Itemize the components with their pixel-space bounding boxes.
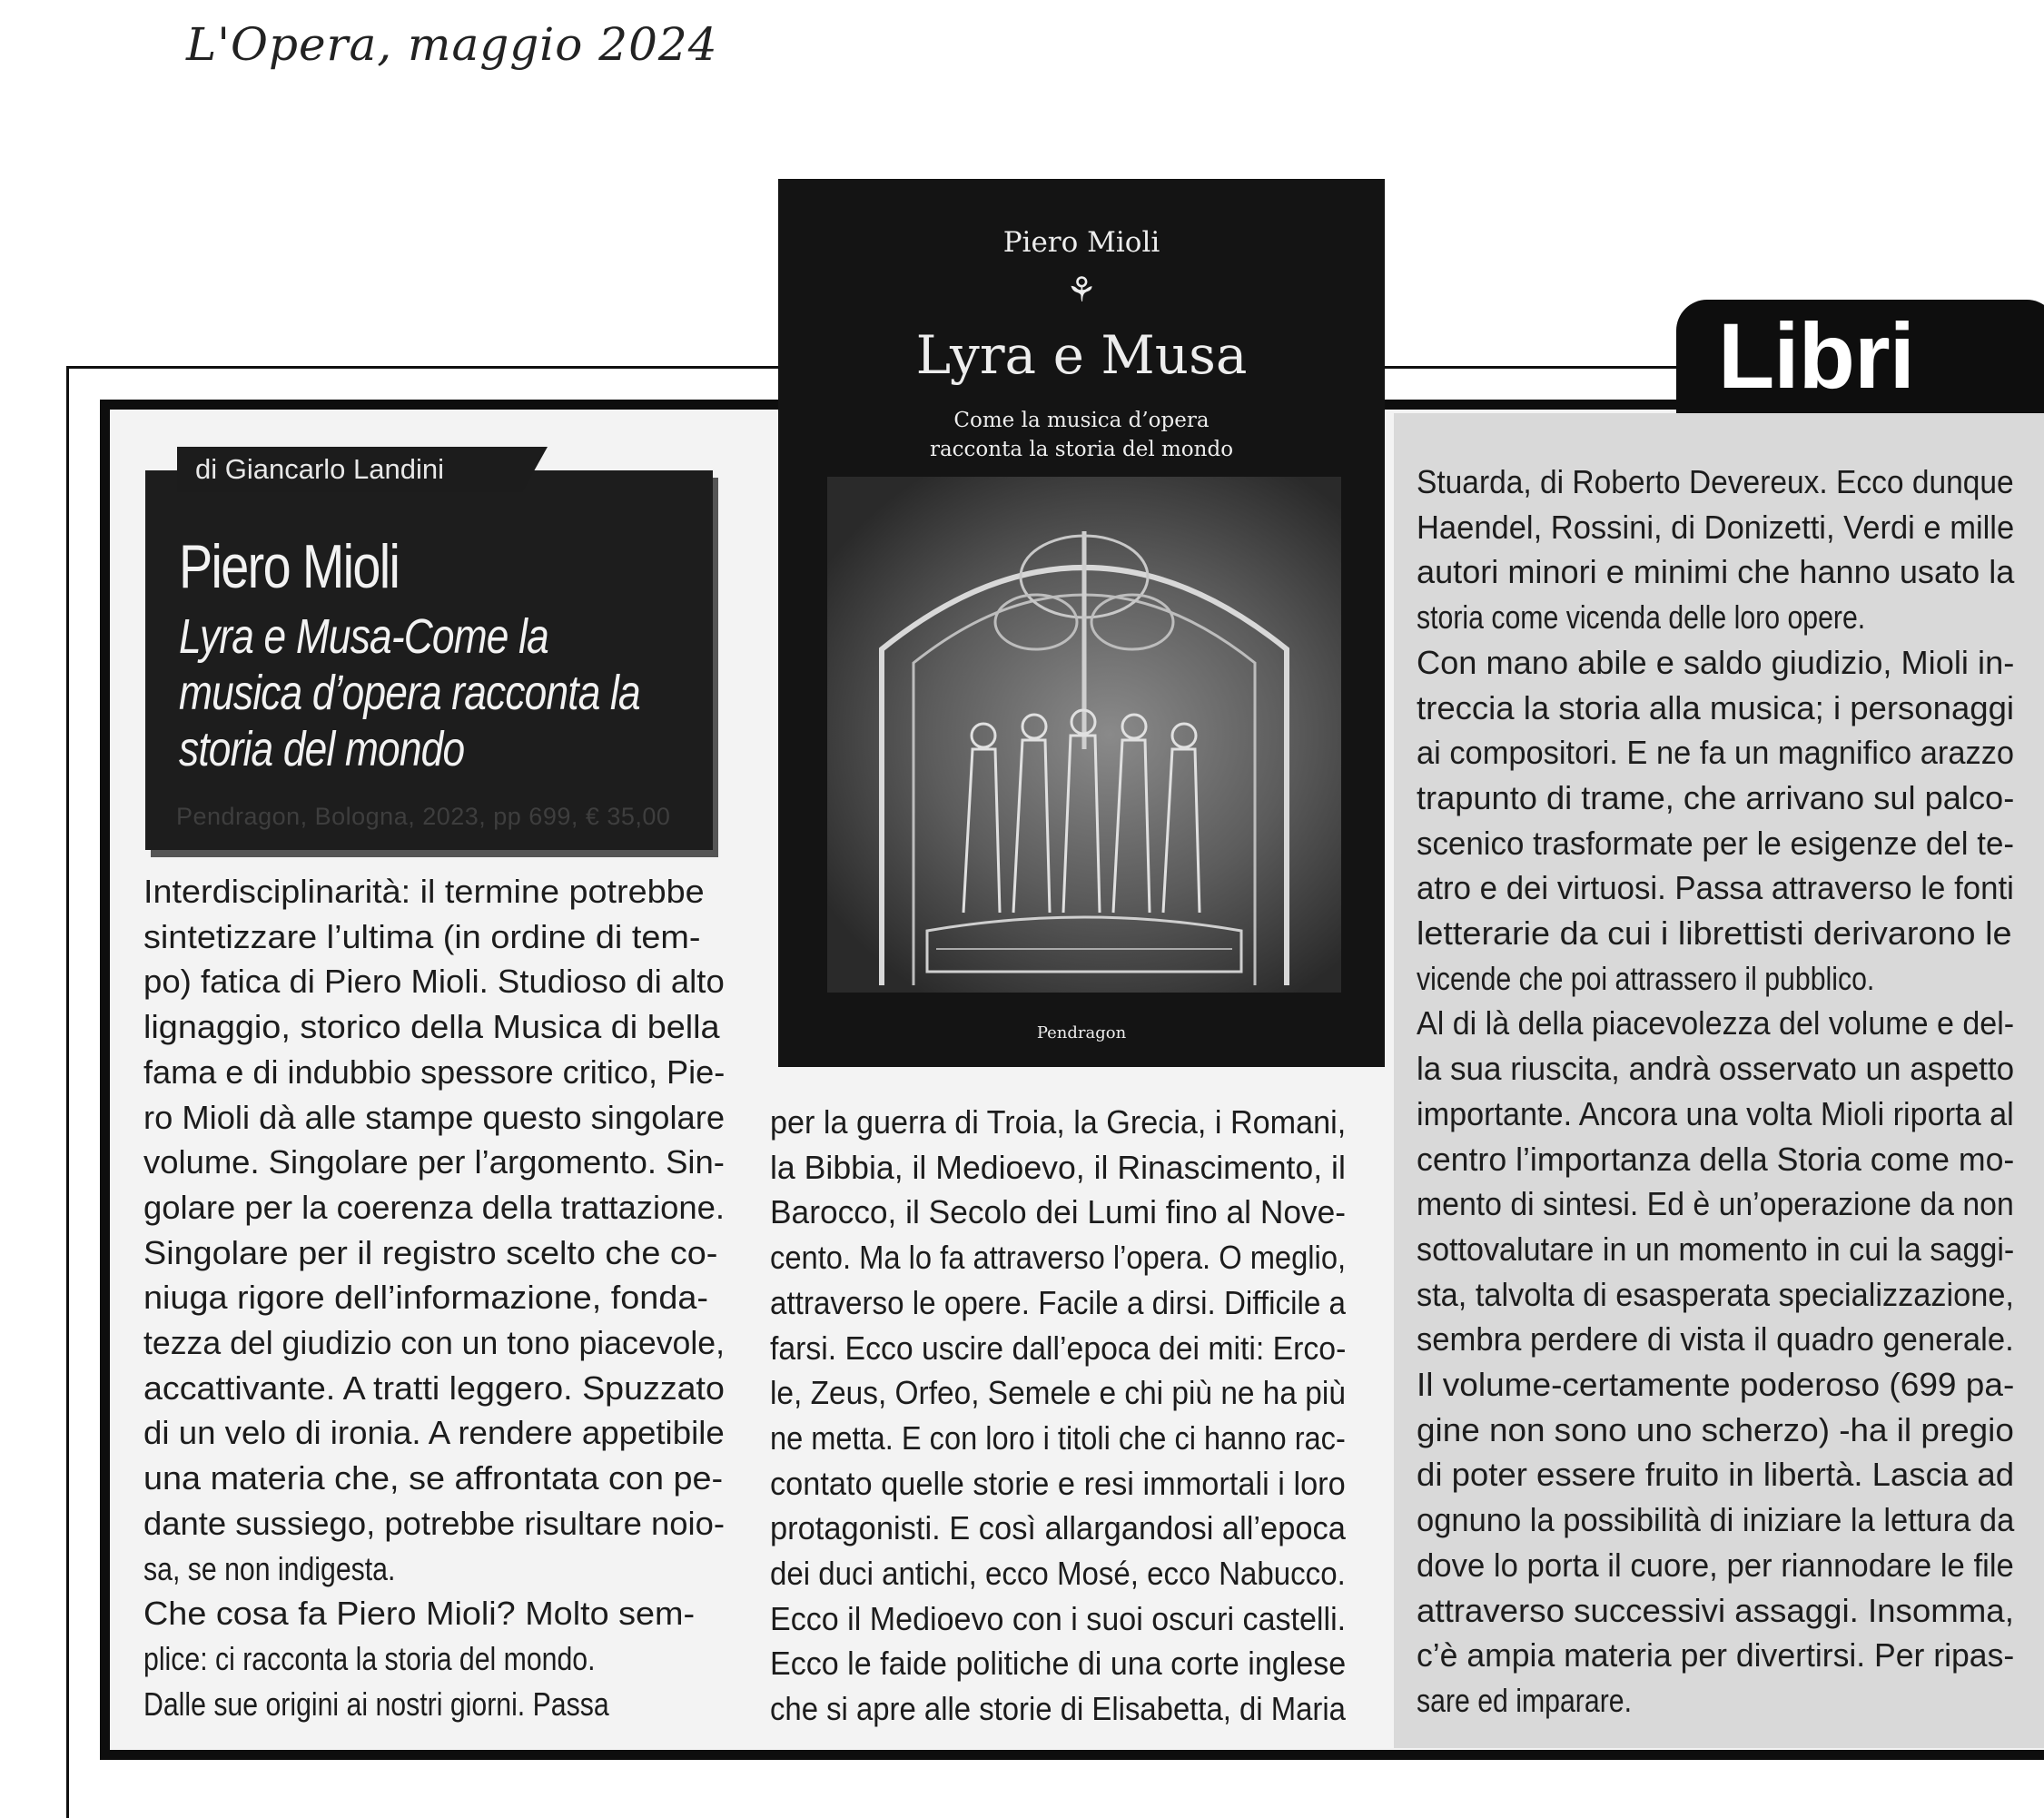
article-line [1417,1272,2014,1318]
article-line-text: Con mano abile e saldo giudizio, Mioli in- [1417,643,2015,681]
article-line [770,1145,1346,1191]
article-line-text: centro l’importanza della Storia come mo- [1417,1140,2015,1178]
article-line [1417,1588,2014,1634]
headline-author: Piero Mioli [179,532,400,601]
article-line [770,1326,1346,1371]
article-line-text: cento. Ma lo fa attraverso l’opera. O meglio, [770,1239,1347,1277]
article-line [143,1050,725,1095]
article-line [143,1320,725,1366]
article-line-text: sa, se non indigesta. [143,1549,396,1587]
article-line [143,1366,725,1411]
cover-illustration [827,477,1341,993]
article-line [1417,1001,2014,1046]
article-line [143,1456,725,1501]
article-line-text: di poter essere fruito in libertà. Lascia ad [1417,1456,2015,1494]
article-line-text: accattivante. A tratti leggero. Spuzzato [143,1368,725,1407]
article-line-text: Stuarda, di Roberto Devereux. Ecco dunque [1417,463,2014,500]
article-line [143,1140,725,1185]
cover-subtitle-line: Come la musica d’opera [953,409,1210,432]
article-line [770,1416,1346,1461]
article-line [1417,776,2014,821]
article-line [1417,911,2014,956]
article-line-text: Interdisciplinarità: il termine potrebbe [143,873,705,910]
article-line-text: sta, talvolta di esasperata specializzazione, [1417,1275,2014,1313]
article-line-text: Che cosa fa Piero Mioli? Molto sem- [143,1595,696,1633]
article-line [770,1280,1346,1326]
article-line-text: sintetizzare l’ultima (in ordine di tem- [143,917,701,955]
article-line-text: po) fatica di Piero Mioli. Studioso di alto [143,963,725,1001]
article-line [143,1682,725,1727]
article-line-text: volume. Singolare per l’argomento. Sin- [143,1143,725,1181]
article-line [770,1190,1346,1235]
article-line-text: una materia che, se affrontata con pe- [143,1459,724,1497]
article-line-text: autori minori e minimi che hanno usato la [1417,553,2015,591]
article-line-text: sare ed imparare. [1417,1681,1632,1719]
article-line-text: tezza del giudizio con un tono piacevole, [143,1324,725,1362]
article-line [1417,1633,2014,1678]
article-column-3 [1417,459,2014,1724]
article-line [143,1004,725,1050]
article-line [1417,549,2014,595]
article-line-text: dante sussiego, potrebbe risultare noio- [143,1504,725,1542]
article-line [1417,1408,2014,1453]
article-line [143,959,725,1004]
article-line-text: ne metta. E con loro i titoli che ci hanno rac- [770,1418,1346,1457]
article-line [1417,1362,2014,1408]
article-line-text: niuga rigore dell’informazione, fonda- [143,1279,708,1317]
article-line [770,1506,1346,1551]
article-line [1417,640,2014,686]
headline-book-title [179,608,693,777]
article-line-text: atro e dei virtuosi. Passa attraverso le fonti [1417,869,2014,907]
article-line [1417,1227,2014,1272]
article-line [143,1095,725,1141]
article-line [1417,1181,2014,1227]
article-line [1417,1137,2014,1182]
article-line [143,1591,725,1636]
article-line-text: contato quelle storie e resi immortali i loro [770,1464,1346,1502]
article-line-text: c’è ampia materia per divertirsi. Per ripas- [1417,1636,2015,1675]
article-line-text: gine non sono uno scherzo) -ha il pregio [1417,1410,2014,1448]
article-line-text: sembra perdere di vista il quadro generale. [1417,1320,2014,1359]
article-line-text: farsi. Ecco uscire dall’epoca dei miti: Erco- [770,1329,1347,1367]
article-line-text: vicende che poi attrassero il pubblico. [1417,959,1875,997]
article-line [1417,686,2014,731]
article-line-text: lignaggio, storico della Musica di bella [143,1008,720,1046]
article-line [770,1551,1346,1596]
article-line [143,1275,725,1320]
article-line [770,1641,1346,1686]
article-line-text: Dalle sue origini ai nostri giorni. Passa [143,1685,609,1723]
article-line [770,1370,1346,1416]
article-line-text: importante. Ancora una volta Mioli riporta al [1417,1094,2014,1132]
cover-engraving-icon [827,477,1341,993]
article-line-text: trapunto di trame, che arrivano sul palco- [1417,778,2015,816]
article-line-text: ognuno la possibilità di iniziare la lettura da [1417,1501,2015,1539]
article-line [1417,1678,2014,1724]
article-line-text: golare per la coerenza della trattazione. [143,1188,725,1226]
article-line [143,914,725,960]
article-line [1417,730,2014,776]
section-tab-libri: Libri [1676,300,2044,413]
article-line-text: la sua riuscita, andrà osservato un aspetto [1417,1050,2015,1088]
byline: di Giancarlo Landini [177,447,522,492]
article-line [143,1185,725,1230]
article-line-text: plice: ci racconta la storia del mondo. [143,1639,596,1677]
article-line [143,1410,725,1456]
article-line [770,1461,1346,1507]
article-line-text: di un velo di ironia. A rendere appetibile [143,1414,725,1452]
article-line [143,1501,725,1546]
article-line [1417,1092,2014,1137]
article-line-text: la Bibbia, il Medioevo, il Rinascimento, il [770,1148,1346,1186]
article-line-text: protagonisti. E così allargandosi all’epoca [770,1509,1346,1547]
cover-subtitle [815,406,1348,464]
article-line-text: le, Zeus, Orfeo, Semele e chi più ne ha più [770,1374,1346,1412]
article-line [1417,505,2014,550]
headline-title-line: storia del mondo [179,722,465,776]
article-line-text: per la guerra di Troia, la Grecia, i Romani, [770,1103,1347,1141]
cover-subtitle-line: racconta la storia del mondo [929,438,1234,461]
article-line-text: ro Mioli dà alle stampe questo singolare [143,1098,726,1136]
article-line [1417,865,2014,911]
article-line-text: attraverso successivi assaggi. Insomma, [1417,1591,2014,1629]
article-line [1417,1452,2014,1497]
article-line-text: Haendel, Rossini, di Donizetti, Verdi e mille [1417,508,2015,546]
article-line [1417,459,2014,505]
article-line-text: Il volume-certamente poderoso (699 pa- [1417,1366,2015,1404]
article-line-text: mento di sintesi. Ed è un’operazione da non [1417,1185,2014,1223]
article-line [1417,1497,2014,1543]
article-line [143,869,725,914]
article-line [1417,956,2014,1002]
article-column-1 [143,869,725,1726]
article-line [1417,1046,2014,1092]
article-line [143,1230,725,1276]
article-line [770,1235,1346,1280]
article-line-text: storia come vicenda delle loro opere. [1417,598,1866,637]
article-line [1417,595,2014,640]
article-line-text: Al di là della piacevolezza del volume e del- [1417,1004,2015,1042]
article-line [1417,821,2014,866]
article-line-text: Ecco le faide politiche di una corte inglese [770,1645,1347,1683]
publication-details: Pendragon, Bologna, 2023, pp 699, € 35,00 [176,803,671,830]
article-line-text: letterarie da cui i librettisti derivarono le [1417,914,2012,953]
article-line-text: fama e di indubbio spessore critico, Pie- [143,1052,726,1091]
article-line-text: attraverso le opere. Facile a dirsi. Difficile a [770,1283,1346,1321]
article-line [143,1546,725,1592]
book-cover [778,179,1385,1067]
article-line-text: ai compositori. E ne fa un magnifico arazzo [1417,734,2015,772]
handwritten-source-note: L'Opera, maggio 2024 [186,18,718,71]
article-line [770,1686,1346,1732]
cover-author: Piero Mioli [1002,226,1160,259]
article-line-text: treccia la storia alla musica; i personaggi [1417,688,2015,726]
cover-ornament-icon: ⚘ [1065,270,1098,310]
cover-title: Lyra e Musa [915,324,1248,386]
article-line-text: sottovalutare in un momento in cui la saggi- [1417,1230,2015,1268]
article-line [1417,1543,2014,1588]
cover-publisher: Pendragon [1036,1023,1127,1042]
byline-notch [522,447,548,492]
article-line-text: dove lo porta il cuore, per riannodare le file [1417,1546,2014,1584]
headline-title-line: Lyra e Musa-Come la [179,609,548,664]
article-line [770,1596,1346,1642]
article-line [143,1636,725,1682]
article-line-text: Barocco, il Secolo dei Lumi fino al Nove- [770,1193,1347,1231]
article-line-text: che si apre alle storie di Elisabetta, di Maria [770,1690,1346,1728]
article-line [1417,1317,2014,1362]
article-line-text: Singolare per il registro scelto che co- [143,1233,718,1271]
headline-title-line: musica d’opera racconta la [179,666,640,720]
article-line-text: Ecco il Medioevo con i suoi oscuri castelli. [770,1599,1347,1637]
article-line-text: dei duci antichi, ecco Mosé, ecco Nabucco. [770,1555,1346,1593]
left-rule [66,366,69,1818]
article-line [770,1100,1346,1145]
article-line-text: scenico trasformate per le esigenze del te- [1417,824,2014,862]
article-column-2 [770,1100,1346,1732]
